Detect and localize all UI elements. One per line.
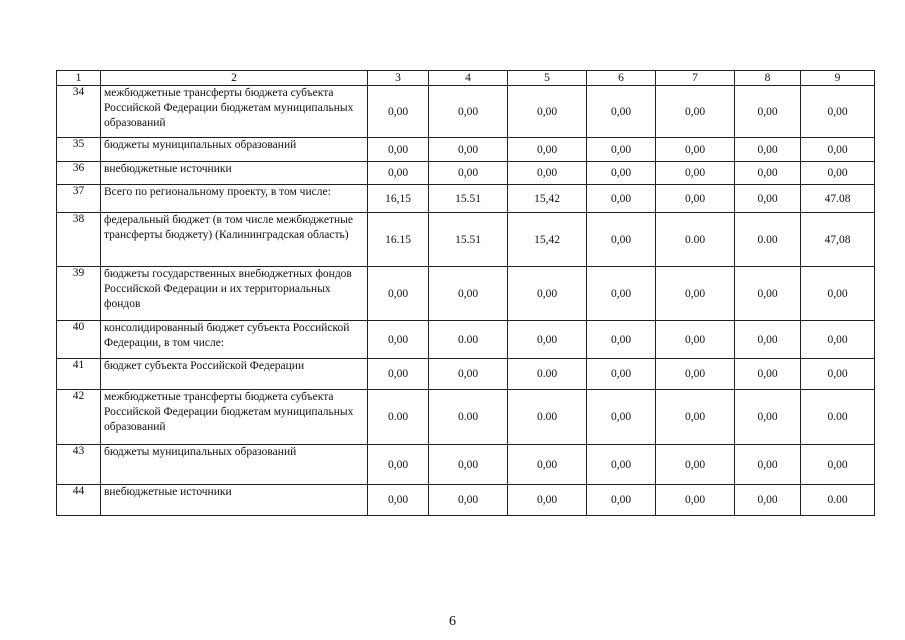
value-cell: 0,00 [587,162,656,185]
value-cell: 0,00 [508,86,587,138]
value-cell: 0,00 [368,321,429,359]
value-cell: 0,00 [587,445,656,485]
value-cell: 0,00 [368,267,429,321]
value-cell: 16.15 [368,213,429,267]
value-cell: 0,00 [429,86,508,138]
budget-table [56,70,875,516]
value-cell: 0,00 [587,86,656,138]
value-cell: 0,00 [587,213,656,267]
value-cell: 0,00 [368,162,429,185]
value-cell: 0,00 [587,390,656,445]
value-cell: 0,00 [735,185,801,213]
value-cell: 15.51 [429,185,508,213]
value-cell: 0,00 [656,267,735,321]
value-cell: 47.08 [801,185,875,213]
value-cell: 15,42 [508,213,587,267]
value-cell: 0.00 [429,390,508,445]
value-cell: 0.00 [656,213,735,267]
value-cell: 0,00 [508,485,587,516]
row-number-cell: 44 [57,485,101,516]
column-header: 4 [429,71,508,86]
value-cell: 0,00 [656,321,735,359]
value-cell: 0,00 [429,138,508,162]
value-cell: 0,00 [735,162,801,185]
value-cell: 0.00 [508,390,587,445]
row-number-cell: 39 [57,267,101,321]
table-row [57,138,875,162]
value-cell: 0,00 [587,185,656,213]
column-header: 8 [735,71,801,86]
row-name-cell: межбюджетные трансферты бюджета субъекта Российской Федерации бюджетам муниципальных образований [101,86,368,138]
value-cell: 0,00 [587,267,656,321]
value-cell: 0,00 [656,138,735,162]
table-row [57,485,875,516]
value-cell: 0,00 [429,445,508,485]
table-row [57,267,875,321]
row-name-cell: консолидированный бюджет субъекта Российской Федерации, в том числе: [101,321,368,359]
row-number-cell: 35 [57,138,101,162]
value-cell: 0.00 [801,485,875,516]
value-cell: 0,00 [587,485,656,516]
value-cell: 0,00 [368,86,429,138]
row-number-cell: 42 [57,390,101,445]
row-name-cell: бюджеты муниципальных образований [101,445,368,485]
table-row [57,359,875,390]
row-number-cell: 36 [57,162,101,185]
value-cell: 0,00 [735,267,801,321]
value-cell: 0,00 [368,485,429,516]
value-cell: 0.00 [801,390,875,445]
value-cell: 0,00 [656,445,735,485]
value-cell: 0,00 [656,485,735,516]
value-cell: 0,00 [735,86,801,138]
column-header: 3 [368,71,429,86]
value-cell: 0,00 [587,321,656,359]
page-number: 6 [449,614,456,629]
value-cell: 0,00 [429,267,508,321]
row-name-cell: бюджет субъекта Российской Федерации [101,359,368,390]
value-cell: 0.00 [368,390,429,445]
value-cell: 0,00 [368,445,429,485]
value-cell: 0,00 [801,86,875,138]
value-cell: 0,00 [735,445,801,485]
value-cell: 0,00 [656,185,735,213]
table-row [57,86,875,138]
table-row [57,213,875,267]
value-cell: 0,00 [801,138,875,162]
value-cell: 0,00 [429,485,508,516]
value-cell: 0.00 [508,359,587,390]
value-cell: 0,00 [429,359,508,390]
value-cell: 0,00 [656,86,735,138]
value-cell: 0,00 [508,321,587,359]
value-cell: 0,00 [508,445,587,485]
column-header: 6 [587,71,656,86]
table-row [57,185,875,213]
value-cell: 0,00 [368,138,429,162]
row-name-cell: внебюджетные источники [101,485,368,516]
value-cell: 0,00 [587,359,656,390]
value-cell: 0,00 [735,138,801,162]
value-cell: 0,00 [801,321,875,359]
value-cell: 0,00 [368,359,429,390]
row-number-cell: 37 [57,185,101,213]
row-number-cell: 41 [57,359,101,390]
value-cell: 0,00 [801,359,875,390]
row-number-cell: 34 [57,86,101,138]
row-name-cell: бюджеты муниципальных образований [101,138,368,162]
column-header: 2 [101,71,368,86]
value-cell: 0,00 [587,138,656,162]
row-number-cell: 40 [57,321,101,359]
column-header: 7 [656,71,735,86]
value-cell: 0,00 [508,267,587,321]
table-row [57,321,875,359]
table-row [57,162,875,185]
row-name-cell: федеральный бюджет (в том числе межбюджетные трансферты бюджету) (Калининградская область) [101,213,368,267]
column-header: 9 [801,71,875,86]
value-cell: 16,15 [368,185,429,213]
value-cell: 15,42 [508,185,587,213]
value-cell: 0,00 [656,359,735,390]
value-cell: 0,00 [429,162,508,185]
header-row [57,71,875,86]
value-cell: 47,08 [801,213,875,267]
row-name-cell: внебюджетные источники [101,162,368,185]
value-cell: 0,00 [801,445,875,485]
value-cell: 0,00 [508,138,587,162]
row-number-cell: 38 [57,213,101,267]
value-cell: 15.51 [429,213,508,267]
value-cell: 0,00 [735,321,801,359]
column-header: 5 [508,71,587,86]
value-cell: 0.00 [735,213,801,267]
table-row [57,445,875,485]
value-cell: 0,00 [735,359,801,390]
value-cell: 0,00 [801,162,875,185]
row-name-cell: межбюджетные трансферты бюджета субъекта Российской Федерации бюджетам муниципальных образований [101,390,368,445]
row-name-cell: бюджеты государственных внебюджетных фондов Российской Федерации и их территориальных фондов [101,267,368,321]
value-cell: 0,00 [735,390,801,445]
row-name-cell: Всего по региональному проекту, в том числе: [101,185,368,213]
row-number-cell: 43 [57,445,101,485]
value-cell: 0,00 [508,162,587,185]
value-cell: 0.00 [429,321,508,359]
value-cell: 0,00 [735,485,801,516]
table-row [57,390,875,445]
value-cell: 0,00 [656,390,735,445]
column-header: 1 [57,71,101,86]
value-cell: 0,00 [801,267,875,321]
value-cell: 0,00 [656,162,735,185]
